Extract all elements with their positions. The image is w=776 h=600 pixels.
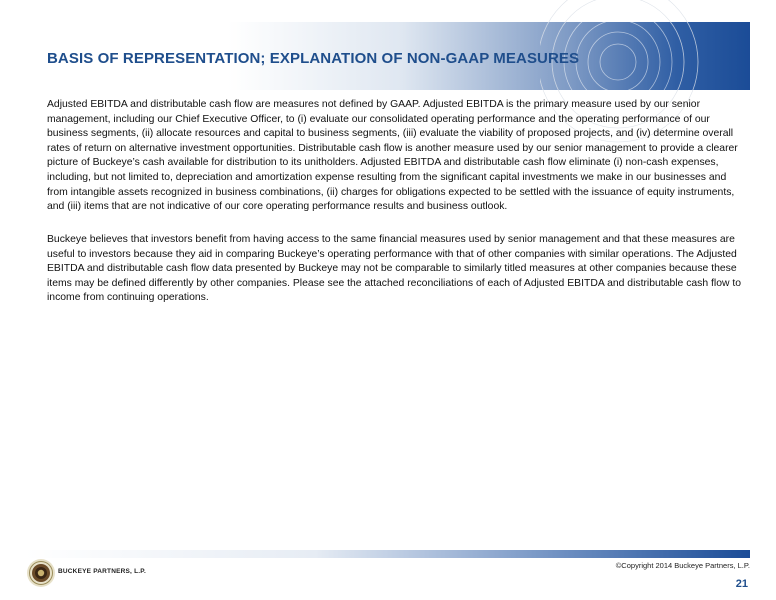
paragraph-adjusted-ebitda: Adjusted EBITDA and distributable cash flow are measures not defined by GAAP. Adjusted EBITDA is the primary measure used by our senior management, including our Chief Executive Officer, to (i) evaluate our consolidated operating performance and the operating performance of our business segments, (ii) allocate resources and capital to business segments, (iii) evaluate the viability of proposed projects, and (iv) determine overall rates of return on alternative investment opportunities. Distributable cash flow is another measure used by our senior management to provide a clearer picture of Buckeye’s cash available for distribution to its unitholders. Adjusted EBITDA and distributable cash flow eliminate (i) non-cash expenses, including, but not limited to, depreciation and amortization expense resulting from the significant capital investments we make in our businesses and from intangible assets recognized in business combinations, (ii) charges for obligations expected to be settled with the issuance of equity instruments, and (iii) items that are not indicative of our core operating performance results and business outlook. [47, 99, 738, 213]
slide-title: BASIS OF REPRESENTATION; EXPLANATION OF NON-GAAP MEASURES [47, 50, 580, 67]
paragraph-investor-benefit: Buckeye believes that investors benefit from having access to the same financial measures used by senior management and that these measures are useful to investors because they aid in comparing Buckeye’s operating performance with that of other companies with similar operations. The Adjusted EBITDA and distributable cash flow data presented by Buckeye may not be comparable to similarly titled measures at other companies because these items may be defined differently by other companies. Please see the attached reconciliations of each of Adjusted EBITDA and distributable cash flow to income from continuing operations. [47, 234, 742, 304]
footer-bar [25, 550, 750, 558]
page-number: 21 [735, 578, 748, 590]
buckeye-logo-icon [24, 558, 60, 588]
company-name: BUCKEYE PARTNERS, L.P. [58, 568, 146, 575]
copyright-text: ©Copyright 2014 Buckeye Partners, L.P. [615, 561, 750, 570]
